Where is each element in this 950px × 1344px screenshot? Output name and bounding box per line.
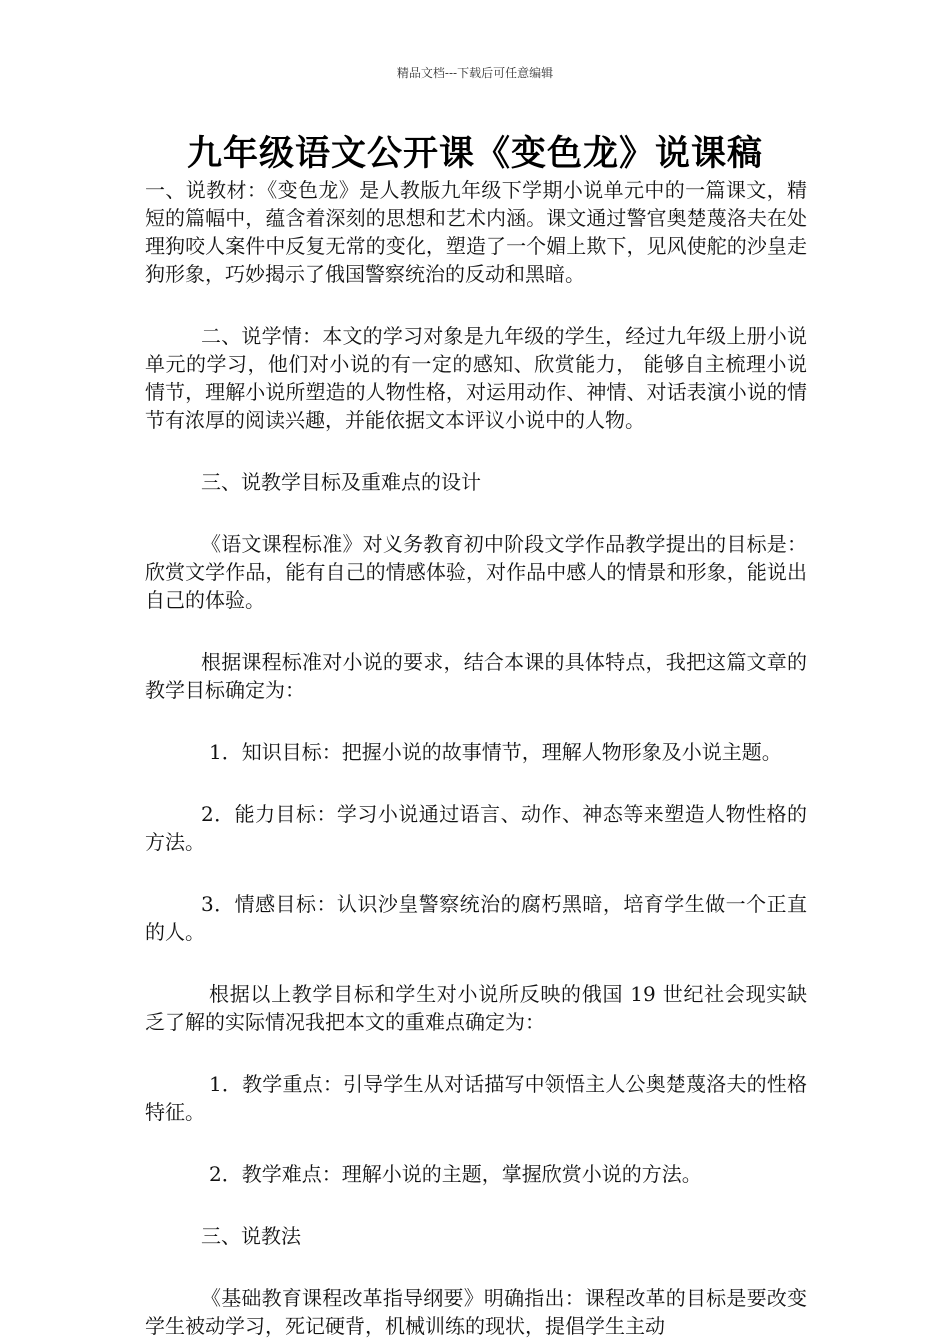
paragraph-key-points-intro: 根据以上教学目标和学生对小说所反映的俄国 19 世纪社会现实缺乏了解的实际情况我把本文的重难点确定为： [145,982,807,1034]
document-title: 九年级语文公开课《变色龙》说课稿 [186,133,763,174]
objective-knowledge: 1．知识目标：把握小说的故事情节，理解人物形象及小说主题。 [209,740,782,764]
difficult-point: 2．教学难点：理解小说的主题，掌握欣赏小说的方法。 [209,1162,702,1186]
paragraph-objectives-intro: 根据课程标准对小说的要求，结合本课的具体特点，我把这篇文章的教学目标确定为： [145,650,807,702]
paragraph-curriculum-standard: 《语文课程标准》对义务教育初中阶段文学作品教学提出的目标是：欣赏文学作品，能有自己的情感体验，对作品中感人的情景和形象，能说出自己的体验。 [145,532,807,612]
key-point: 1．教学重点：引导学生从对话描写中领悟主人公奥楚蔑洛夫的性格特征。 [145,1072,807,1124]
section-heading-methods: 三、说教法 [201,1224,301,1248]
paragraph-textbook: 一、说教材：《变色龙》是人教版九年级下学期小说单元中的一篇课文，精短的篇幅中，蕴含着深刻的思想和艺术内涵。课文通过警官奥楚蔑洛夫在处理狗咬人案件中反复无常的变化，塑造了一个媚上欺下，见风使舵的沙皇走狗形象，巧妙揭示了俄国警察统治的反动和黑暗。 [145,178,807,286]
document-body [145,176,807,1340]
section-heading-objectives: 三、说教学目标及重难点的设计 [201,470,481,494]
header-note: 精品文档---下载后可任意编辑 [396,66,554,80]
objective-ability: 2．能力目标：学习小说通过语言、动作、神态等来塑造人物性格的方法。 [145,802,807,854]
paragraph-students: 二、说学情：本文的学习对象是九年级的学生，经过九年级上册小说单元的学习，他们对小说的有一定的感知、欣赏能力， 能够自主梳理小说情节，理解小说所塑造的人物性格，对运用动作、神情、对话表演小说的情节有浓厚的阅读兴趣，并能依据文本评议小说中的人物。 [145,324,807,432]
paragraph-curriculum-reform: 《基础教育课程改革指导纲要》明确指出：课程改革的目标是要改变学生被动学习，死记硬背，机械训练的现状，提倡学生主动 [145,1286,807,1338]
objective-emotion: 3．情感目标：认识沙皇警察统治的腐朽黑暗，培育学生做一个正直的人。 [145,892,807,944]
